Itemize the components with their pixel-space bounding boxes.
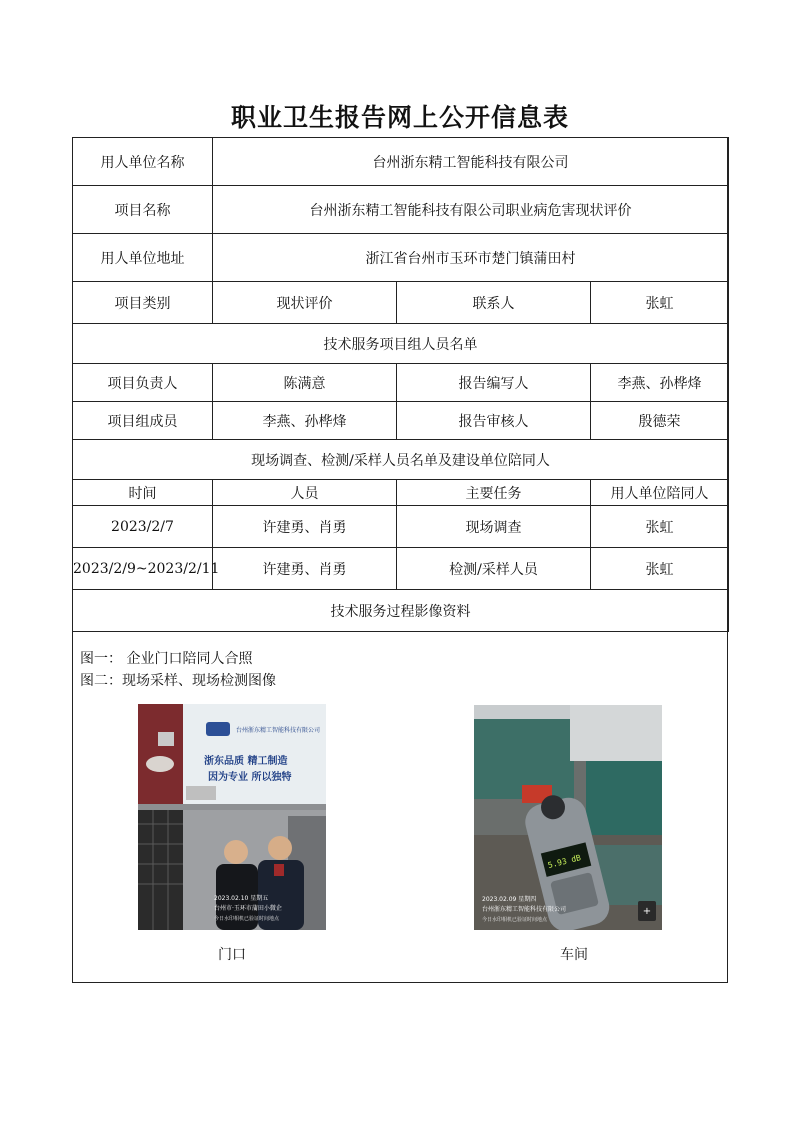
survey-escort: 张虹 — [591, 548, 729, 590]
photo-stamp-time: 2023.02.09 星期四 — [482, 896, 537, 903]
column-header: 时间 — [73, 480, 213, 506]
project-label: 项目名称 — [73, 186, 213, 234]
leader-value: 陈满意 — [213, 364, 397, 402]
svg-text:+: + — [642, 906, 652, 917]
type-label: 项目类别 — [73, 282, 213, 324]
address-value: 浙江省台州市玉环市楚门镇蒲田村 — [213, 234, 729, 282]
members-value: 李燕、孙桦烽 — [213, 402, 397, 440]
employer-label: 用人单位名称 — [73, 138, 213, 186]
survey-task: 现场调查 — [397, 506, 591, 548]
survey-date: 2023/2/7 — [73, 506, 213, 548]
image-captions — [80, 648, 276, 692]
project-value: 台州浙东精工智能科技有限公司职业病危害现状评价 — [213, 186, 729, 234]
address-label: 用人单位地址 — [73, 234, 213, 282]
survey-people: 许建勇、肖勇 — [213, 548, 397, 590]
survey-task: 检测/采样人员 — [397, 548, 591, 590]
reviewer-value: 殷德荣 — [591, 402, 729, 440]
entrance-photo-graphic — [138, 704, 326, 930]
column-header: 人员 — [213, 480, 397, 506]
photo-stamp-place: 台州浙东精工智能科技有限公司 — [482, 906, 567, 913]
entrance-photo-label: 门口 — [218, 947, 246, 963]
photo-stamp-time: 2023.02.10 星期五 — [214, 895, 269, 902]
workshop-photo-label: 车间 — [560, 947, 588, 963]
writer-value: 李燕、孙桦烽 — [591, 364, 729, 402]
caption-figure-2: 图二：现场采样、现场检测图像 — [80, 673, 276, 689]
column-header: 主要任务 — [397, 480, 591, 506]
caption-figure-1: 图一： 企业门口陪同人合照 — [80, 651, 253, 667]
survey-escort: 张虹 — [591, 506, 729, 548]
contact-value: 张虹 — [591, 282, 729, 324]
workshop-photo-graphic — [474, 705, 662, 930]
employer-value: 台州浙东精工智能科技有限公司 — [213, 138, 729, 186]
photo-stamp-note: 今日水印相机已验证时间地点 — [214, 916, 280, 922]
survey-people: 许建勇、肖勇 — [213, 506, 397, 548]
column-header: 用人单位陪同人 — [591, 480, 729, 506]
contact-label: 联系人 — [397, 282, 591, 324]
type-value: 现状评价 — [213, 282, 397, 324]
sign-company-text: 台州浙东精工智能科技有限公司 — [236, 727, 321, 734]
photo-stamp-place: 台州市·玉环市蒲田小微企 — [214, 905, 282, 912]
team-heading: 技术服务项目组人员名单 — [73, 324, 729, 364]
leader-label: 项目负责人 — [73, 364, 213, 402]
survey-heading: 现场调查、检测/采样人员名单及建设单位陪同人 — [73, 440, 729, 480]
page-title: 职业卫生报告网上公开信息表 — [230, 103, 569, 132]
photo-stamp-note: 今日水印相机已验证时间地点 — [482, 917, 548, 923]
survey-date: 2023/2/9~2023/2/11 — [73, 548, 213, 590]
sign-slogan-1: 浙东品质 精工制造 — [204, 756, 288, 767]
meter-display-text: 5.93 dB — [546, 853, 582, 871]
members-label: 项目组成员 — [73, 402, 213, 440]
entrance-photo — [138, 704, 326, 930]
writer-label: 报告编写人 — [397, 364, 591, 402]
reviewer-label: 报告审核人 — [397, 402, 591, 440]
sign-slogan-2: 因为专业 所以独特 — [208, 772, 292, 783]
workshop-photo — [474, 705, 662, 930]
images-heading: 技术服务过程影像资料 — [73, 590, 729, 632]
